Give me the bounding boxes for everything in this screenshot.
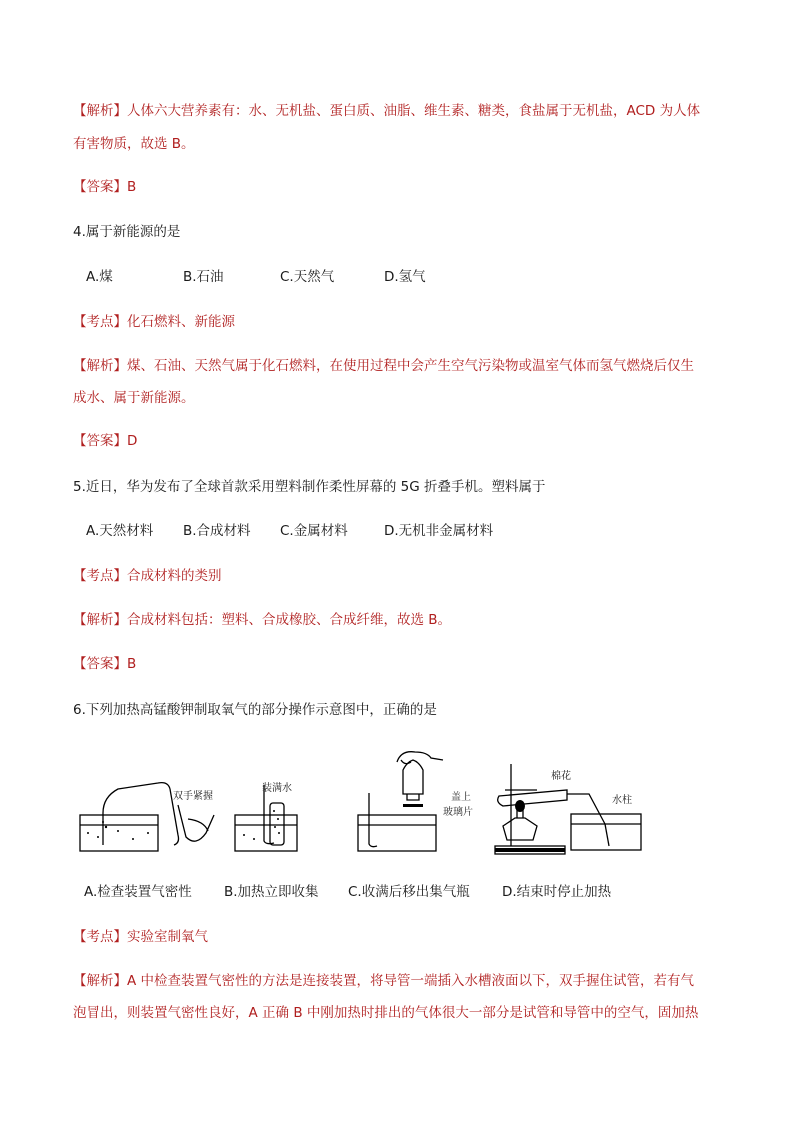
q5-answer bbox=[73, 654, 136, 674]
q4-stem: 4.属于新能源的是 bbox=[73, 224, 181, 240]
q4-analysis-line2: 成水、属于新能源。 bbox=[73, 390, 195, 406]
q6-stem: 6.下列加热高锰酸钾制取氧气的部分操作示意图中，正确的是 bbox=[73, 702, 437, 718]
option-a: A.天然材料 bbox=[86, 523, 154, 539]
analysis-tag: 【解析】 bbox=[73, 973, 127, 989]
point-tag: 【考点】 bbox=[73, 314, 127, 330]
q6-options bbox=[84, 882, 611, 902]
option-b: B.石油 bbox=[183, 269, 224, 285]
point-tag: 【考点】 bbox=[73, 568, 127, 584]
figure-d-label-2: 水柱 bbox=[612, 795, 632, 806]
option-c: C.天然气 bbox=[280, 269, 335, 285]
q4-options bbox=[86, 267, 426, 287]
option-d: D.氢气 bbox=[384, 269, 426, 285]
answer-tag: 【答案】 bbox=[73, 656, 127, 672]
figure-a-label: 双手紧握 bbox=[173, 791, 213, 802]
option-a: A.煤 bbox=[86, 269, 113, 285]
option-b: B.合成材料 bbox=[183, 523, 251, 539]
q3-answer bbox=[73, 177, 136, 197]
q4-answer bbox=[73, 431, 137, 451]
analysis-text: A 中检查装置气密性的方法是连接装置，将导管一端插入水槽液面以下，双手握住试管，若有气 bbox=[127, 973, 695, 989]
point-text: 合成材料的类别 bbox=[127, 568, 222, 584]
q6-analysis-line1 bbox=[73, 971, 694, 991]
option-d: D.无机非金属材料 bbox=[384, 523, 494, 539]
option-d: D.结束时停止加热 bbox=[502, 884, 612, 900]
answer-value: B bbox=[127, 656, 137, 672]
answer-value: D bbox=[127, 433, 138, 449]
figure-c-label-1: 盖上 bbox=[451, 792, 471, 803]
option-b: B.加热立即收集 bbox=[224, 884, 319, 900]
option-c: C.收满后移出集气瓶 bbox=[348, 884, 470, 900]
point-tag: 【考点】 bbox=[73, 929, 127, 945]
figure-c-remove-bottle bbox=[355, 748, 445, 856]
analysis-tag: 【解析】 bbox=[73, 358, 127, 374]
q6-point bbox=[73, 927, 208, 947]
answer-value: B bbox=[127, 179, 137, 195]
q5-stem: 5.近日，华为发布了全球首款采用塑料制作柔性屏幕的 5G 折叠手机。塑料属于 bbox=[73, 479, 546, 495]
analysis-text: 合成材料包括：塑料、合成橡胶、合成纤维，故选 B。 bbox=[127, 612, 452, 628]
analysis-tag: 【解析】 bbox=[73, 612, 127, 628]
answer-tag: 【答案】 bbox=[73, 433, 127, 449]
figure-c-label-2: 玻璃片 bbox=[443, 807, 473, 818]
point-text: 实验室制氧气 bbox=[127, 929, 208, 945]
q6-analysis-line2: 泡冒出，则装置气密性良好，A 正确 B 中刚加热时排出的气体很大一部分是试管和导管中的空气，固加热 bbox=[73, 1005, 699, 1021]
q5-analysis-line1 bbox=[73, 610, 451, 630]
q3-analysis-line1 bbox=[73, 101, 700, 121]
q4-point bbox=[73, 312, 235, 332]
answer-tag: 【答案】 bbox=[73, 179, 127, 195]
q4-analysis-line1 bbox=[73, 356, 694, 376]
analysis-text: 人体六大营养素有：水、无机盐、蛋白质、油脂、维生素、糖类，食盐属于无机盐，ACD 为人体 bbox=[127, 103, 701, 119]
q5-point bbox=[73, 566, 222, 586]
option-a: A.检查装置气密性 bbox=[84, 884, 192, 900]
analysis-text: 煤、石油、天然气属于化石燃料，在使用过程中会产生空气污染物或温室气体而氢气燃烧后仅生 bbox=[127, 358, 694, 374]
analysis-tag: 【解析】 bbox=[73, 103, 127, 119]
figure-d-label-1: 棉花 bbox=[551, 771, 571, 782]
option-c: C.金属材料 bbox=[280, 523, 348, 539]
figure-b-label: 装满水 bbox=[262, 783, 292, 794]
q5-options bbox=[86, 521, 493, 541]
q3-analysis-line2: 有害物质，故选 B。 bbox=[73, 136, 195, 152]
point-text: 化石燃料、新能源 bbox=[127, 314, 235, 330]
